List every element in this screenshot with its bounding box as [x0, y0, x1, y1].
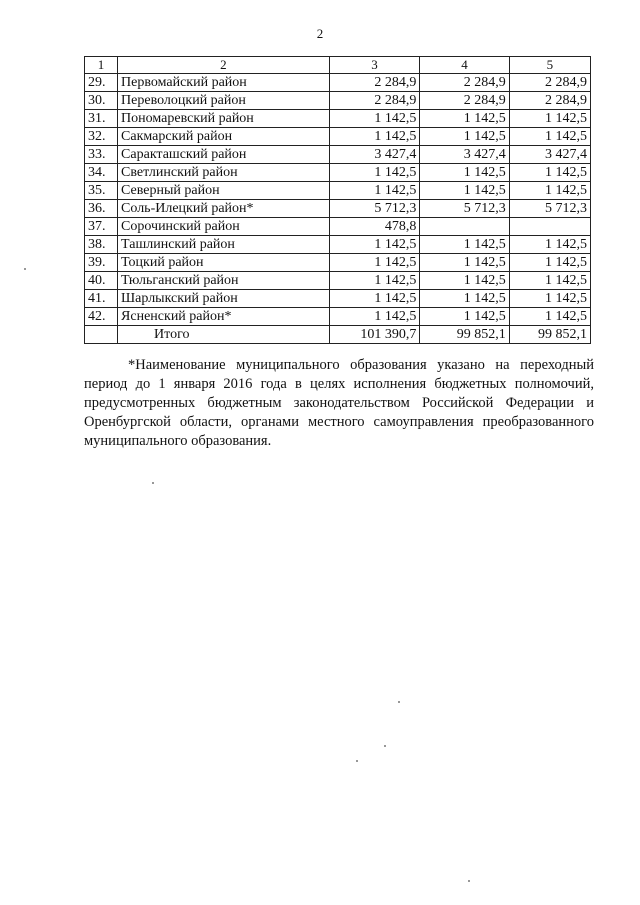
- district-name-cell: Ташлинский район: [118, 236, 330, 254]
- row-number-cell: 34.: [85, 164, 118, 182]
- value-col4-cell: 1 142,5: [420, 290, 509, 308]
- table-row: [85, 74, 591, 92]
- table-row: [85, 146, 591, 164]
- value-col3-cell: 1 142,5: [329, 236, 420, 254]
- value-col5-cell: 2 284,9: [509, 92, 590, 110]
- scan-speck: [398, 701, 400, 703]
- value-col3-cell: 478,8: [329, 218, 420, 236]
- table-row: [85, 110, 591, 128]
- row-number-cell: 33.: [85, 146, 118, 164]
- footnote-last-line: преобразованного муниципального образования.: [84, 414, 595, 449]
- value-col3-cell: 101 390,7: [329, 326, 420, 344]
- value-col3-cell: 1 142,5: [329, 182, 420, 200]
- district-name-cell: Сакмарский район: [118, 128, 330, 146]
- value-col3-cell: 3 427,4: [329, 146, 420, 164]
- value-col4-cell: 2 284,9: [420, 74, 509, 92]
- row-number-cell: [85, 326, 118, 344]
- value-col4-cell: 1 142,5: [420, 128, 509, 146]
- value-col5-cell: 1 142,5: [509, 236, 590, 254]
- district-name-cell: Соль-Илецкий район*: [118, 200, 330, 218]
- row-number-cell: 32.: [85, 128, 118, 146]
- page-number: 2: [316, 26, 324, 41]
- value-col3-cell: 1 142,5: [329, 290, 420, 308]
- table-row: [85, 254, 591, 272]
- value-col4-cell: 3 427,4: [420, 146, 509, 164]
- header-cell: 3: [329, 57, 420, 74]
- district-name-cell: Ясненский район*: [118, 308, 330, 326]
- row-number-cell: 36.: [85, 200, 118, 218]
- value-col5-cell: 5 712,3: [509, 200, 590, 218]
- footnote-body: *Наименование муниципального образования указано на переходный период до 1 января 2016 года в целях исполнения бюджетных полномочий, предусмотренных бюджетным законодательством Российской Федерации и Оренбургской области, органами местного самоуправления: [84, 357, 594, 430]
- district-name-cell: Итого: [118, 326, 330, 344]
- value-col3-cell: 1 142,5: [329, 308, 420, 326]
- value-col5-cell: 1 142,5: [509, 110, 590, 128]
- table-row: [85, 164, 591, 182]
- district-name-cell: Первомайский район: [118, 74, 330, 92]
- table-row: [85, 290, 591, 308]
- row-number-cell: 42.: [85, 308, 118, 326]
- table-header-row: [85, 57, 591, 74]
- header-cell: 4: [420, 57, 509, 74]
- value-col4-cell: 1 142,5: [420, 182, 509, 200]
- value-col4-cell: 1 142,5: [420, 110, 509, 128]
- table-row: [85, 128, 591, 146]
- table-row: [85, 218, 591, 236]
- value-col5-cell: 1 142,5: [509, 290, 590, 308]
- value-col5-cell: 3 427,4: [509, 146, 590, 164]
- value-col5-cell: 1 142,5: [509, 182, 590, 200]
- header-cell: 1: [85, 57, 118, 74]
- table-row: [85, 272, 591, 290]
- value-col5-cell: 1 142,5: [509, 164, 590, 182]
- header-cell: 2: [118, 57, 330, 74]
- value-col5-cell: 1 142,5: [509, 308, 590, 326]
- value-col3-cell: 1 142,5: [329, 164, 420, 182]
- row-number-cell: 39.: [85, 254, 118, 272]
- table-row: [85, 92, 591, 110]
- budget-table: [84, 56, 591, 344]
- scan-speck: [24, 268, 26, 270]
- table-row: [85, 182, 591, 200]
- row-number-cell: 40.: [85, 272, 118, 290]
- district-name-cell: Тюльганский район: [118, 272, 330, 290]
- value-col5-cell: [509, 218, 590, 236]
- row-number-cell: 41.: [85, 290, 118, 308]
- scan-speck: [356, 760, 358, 762]
- district-name-cell: Тоцкий район: [118, 254, 330, 272]
- table-total-row: [85, 326, 591, 344]
- value-col3-cell: 1 142,5: [329, 110, 420, 128]
- value-col3-cell: 1 142,5: [329, 128, 420, 146]
- district-name-cell: Пономаревский район: [118, 110, 330, 128]
- district-name-cell: Северный район: [118, 182, 330, 200]
- scan-speck: [152, 482, 154, 484]
- value-col4-cell: 1 142,5: [420, 254, 509, 272]
- value-col3-cell: 2 284,9: [329, 92, 420, 110]
- district-name-cell: Шарлыкский район: [118, 290, 330, 308]
- table-row: [85, 200, 591, 218]
- value-col4-cell: 1 142,5: [420, 272, 509, 290]
- value-col5-cell: 1 142,5: [509, 254, 590, 272]
- value-col5-cell: 2 284,9: [509, 74, 590, 92]
- value-col4-cell: 1 142,5: [420, 308, 509, 326]
- footnote: [84, 356, 594, 451]
- district-name-cell: Саракташский район: [118, 146, 330, 164]
- row-number-cell: 29.: [85, 74, 118, 92]
- row-number-cell: 35.: [85, 182, 118, 200]
- value-col5-cell: 1 142,5: [509, 272, 590, 290]
- value-col3-cell: 5 712,3: [329, 200, 420, 218]
- row-number-cell: 37.: [85, 218, 118, 236]
- value-col4-cell: 5 712,3: [420, 200, 509, 218]
- district-name-cell: Переволоцкий район: [118, 92, 330, 110]
- row-number-cell: 38.: [85, 236, 118, 254]
- value-col3-cell: 1 142,5: [329, 254, 420, 272]
- value-col3-cell: 1 142,5: [329, 272, 420, 290]
- district-name-cell: Сорочинский район: [118, 218, 330, 236]
- value-col4-cell: [420, 218, 509, 236]
- table-row: [85, 308, 591, 326]
- scan-speck: [384, 745, 386, 747]
- value-col4-cell: 2 284,9: [420, 92, 509, 110]
- value-col4-cell: 1 142,5: [420, 164, 509, 182]
- row-number-cell: 31.: [85, 110, 118, 128]
- value-col4-cell: 99 852,1: [420, 326, 509, 344]
- value-col4-cell: 1 142,5: [420, 236, 509, 254]
- table-row: [85, 236, 591, 254]
- value-col3-cell: 2 284,9: [329, 74, 420, 92]
- scan-speck: [468, 880, 470, 882]
- header-cell: 5: [509, 57, 590, 74]
- value-col5-cell: 99 852,1: [509, 326, 590, 344]
- district-name-cell: Светлинский район: [118, 164, 330, 182]
- row-number-cell: 30.: [85, 92, 118, 110]
- value-col5-cell: 1 142,5: [509, 128, 590, 146]
